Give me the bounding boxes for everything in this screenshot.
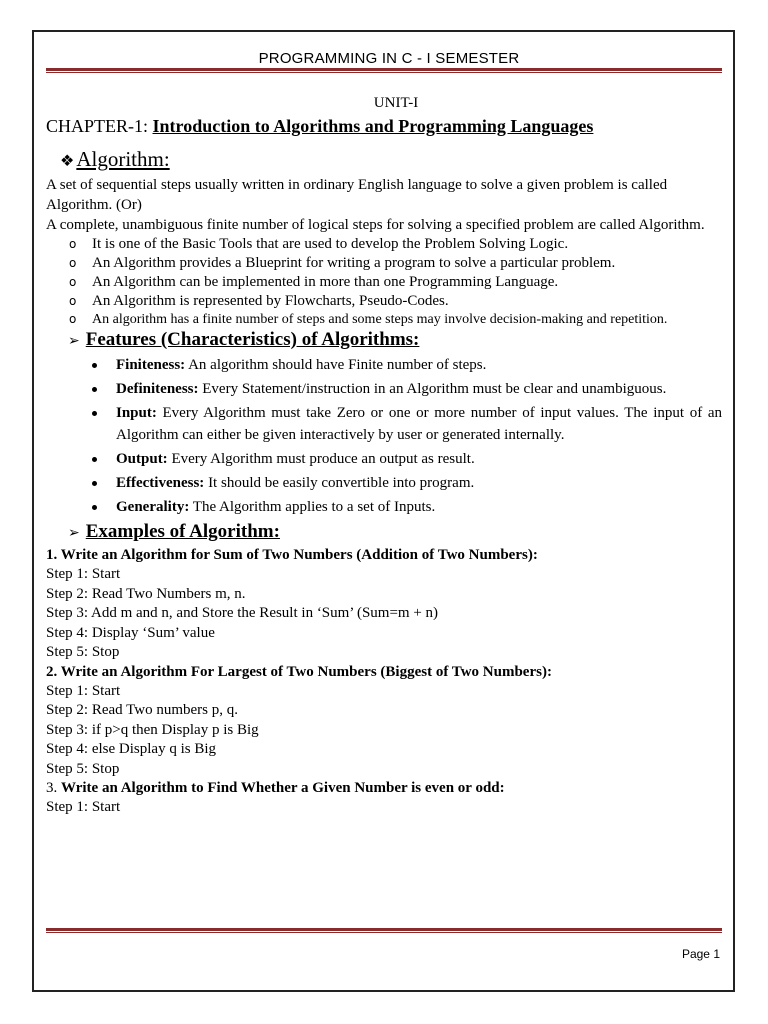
unit-label: UNIT-I <box>373 95 419 111</box>
chapter-heading <box>46 115 722 137</box>
step-line: Step 1: Start <box>46 799 121 815</box>
bullet-dot-icon <box>92 457 97 462</box>
step-line: Step 5: Stop <box>46 760 120 777</box>
arrow-bullet-icon: ➢ <box>68 526 80 541</box>
bullet-dot-icon <box>92 387 97 392</box>
header-title: PROGRAMMING IN C - I SEMESTER <box>258 50 520 67</box>
feature-item: Finiteness: An algorithm should have Finite number of steps. <box>46 354 722 376</box>
features-list <box>46 354 722 518</box>
list-item: o An Algorithm is represented by Flowcharts, Pseudo-Codes. <box>69 293 449 309</box>
bullet-dot-icon <box>92 481 97 486</box>
circle-bullet-icon: o <box>69 256 77 270</box>
example-2-title: 2. Write an Algorithm For Largest of Two Numbers (Biggest of Two Numbers): <box>46 663 552 680</box>
example-3-title: 3. Write an Algorithm to Find Whether a Given Number is even or odd: <box>46 780 505 796</box>
diamond-bullet-icon: ❖ <box>60 153 75 170</box>
algorithm-heading-text: Algorithm: <box>76 147 170 171</box>
step-line: Step 2: Read Two numbers p, q. <box>46 702 238 718</box>
bullet-dot-icon <box>92 363 97 368</box>
algorithm-definition-1: A set of sequential steps usually written in ordinary English language to solve a given problem is called Algorithm. (Or) <box>46 177 668 213</box>
header-rule <box>46 68 722 74</box>
algorithm-points <box>46 235 722 328</box>
step-line: Step 4: Display ‘Sum’ value <box>46 624 215 641</box>
footer-rule <box>46 928 722 934</box>
page-content <box>46 50 722 818</box>
example-1-title: 1. Write an Algorithm for Sum of Two Numbers (Addition of Two Numbers): <box>46 547 538 563</box>
feature-item: Definiteness: Every Statement/instruction in an Algorithm must be clear and unambiguous. <box>46 378 722 400</box>
list-item: o An Algorithm can be implemented in more than one Programming Language. <box>69 274 559 290</box>
algorithm-definition-2: A complete, unambiguous finite number of logical steps for solving a specified problem are called Algorithm. <box>46 217 705 233</box>
algorithm-heading <box>60 146 722 175</box>
step-line: Step 2: Read Two Numbers m, n. <box>46 585 246 602</box>
feature-item: Generality: The Algorithm applies to a set of Inputs. <box>46 496 722 518</box>
circle-bullet-icon: o <box>69 275 77 289</box>
step-line: Step 3: if p>q then Display p is Big <box>46 721 259 738</box>
circle-bullet-icon: o <box>69 294 77 308</box>
feature-item: Input: Every Algorithm must take Zero or one or more number of input values. The input of an Algorithm can either be given interactively by user or generated internally. <box>46 402 722 446</box>
arrow-bullet-icon: ➢ <box>68 334 80 349</box>
step-line: Step 5: Stop <box>46 644 120 660</box>
step-line: Step 1: Start <box>46 566 121 582</box>
circle-bullet-icon: o <box>69 237 77 251</box>
step-line: Step 4: else Display q is Big <box>46 741 216 757</box>
feature-item: Effectiveness: It should be easily convertible into program. <box>46 472 722 494</box>
bullet-dot-icon <box>92 505 97 510</box>
step-line: Step 1: Start <box>46 682 121 699</box>
features-heading: ➢ Features (Characteristics) of Algorithms: <box>68 328 722 354</box>
page-number: Page 1 <box>681 947 720 961</box>
list-item: o An algorithm has a finite number of steps and some steps may involve decision-making and repetition. <box>69 312 668 327</box>
step-line: Step 3: Add m and n, and Store the Result in ‘Sum’ (Sum=m + n) <box>46 605 439 621</box>
chapter-prefix: CHAPTER-1: <box>46 116 153 136</box>
feature-item: Output: Every Algorithm must produce an output as result. <box>46 448 722 470</box>
list-item: o An Algorithm provides a Blueprint for writing a program to solve a particular problem. <box>69 255 616 271</box>
circle-bullet-icon: o <box>69 312 77 326</box>
bullet-dot-icon <box>92 411 97 416</box>
list-item: o It is one of the Basic Tools that are used to develop the Problem Solving Logic. <box>69 236 569 252</box>
chapter-title: Introduction to Algorithms and Programming Languages <box>152 116 594 136</box>
examples-heading: ➢ Examples of Algorithm: <box>68 520 722 546</box>
